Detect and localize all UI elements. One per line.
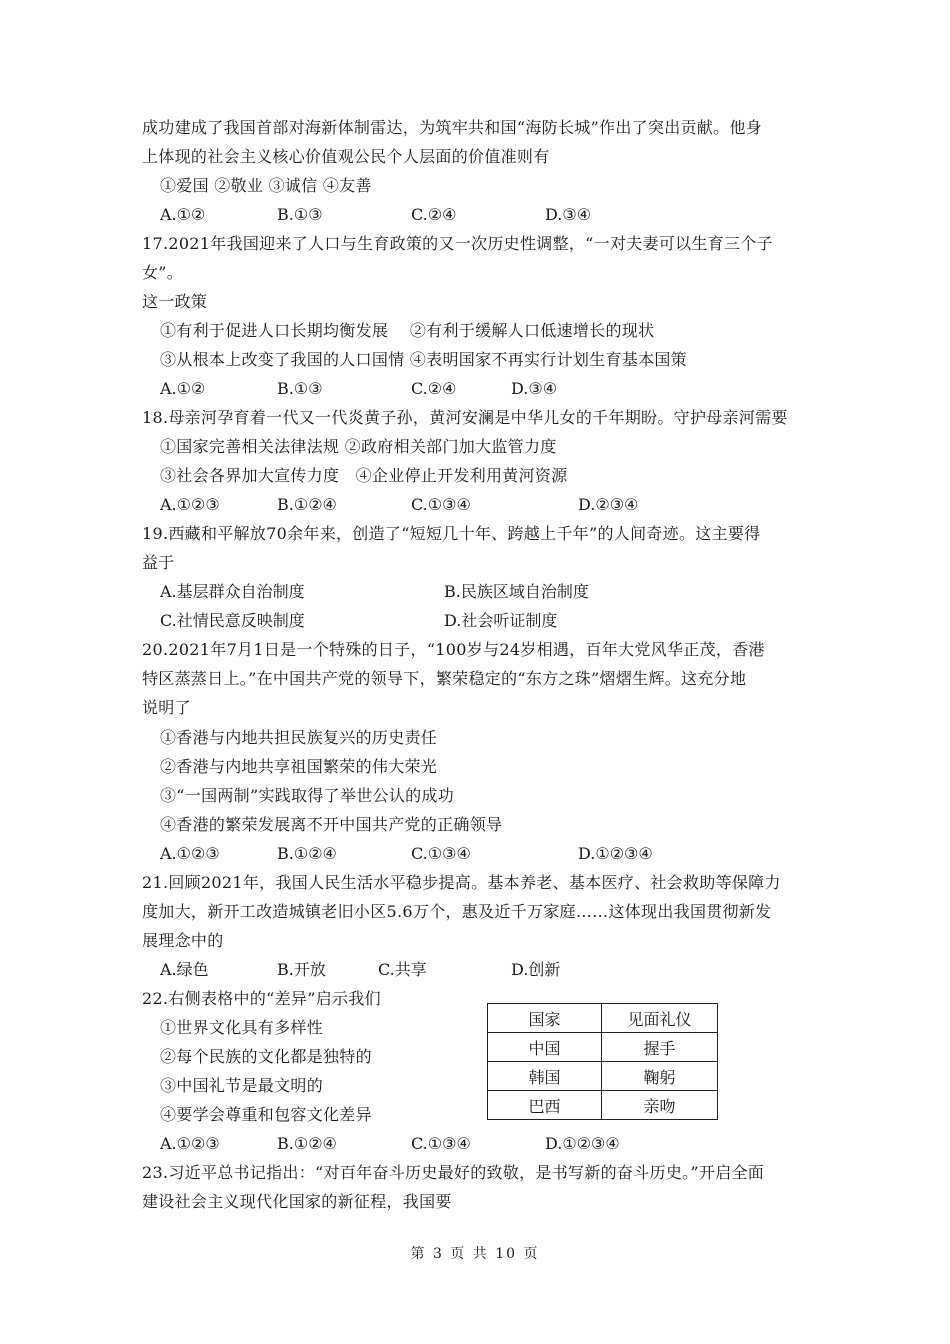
table-cell-etiquette: 握手: [602, 1033, 718, 1062]
q21-text-line-1: 21.回顾2021年，我国人民生活水平稳步提高。基本养老、基本医疗、社会救助等保障力: [142, 873, 781, 892]
table-header-etiquette: 见面礼仪: [602, 1004, 718, 1033]
q22-option-c: C.①③④: [411, 1134, 471, 1153]
q16-option-a: A.①②: [160, 205, 206, 224]
q22-item-2: ②每个民族的文化都是独特的: [160, 1047, 372, 1066]
q22-option-b: B.①②④: [277, 1134, 337, 1153]
q16-option-b: B.①③: [277, 205, 323, 224]
table-row: [488, 1091, 718, 1120]
q18-items-row-1: ①国家完善相关法律法规 ②政府相关部门加大监管力度: [160, 437, 557, 456]
q19-option-a: A.基层群众自治制度: [160, 582, 305, 601]
q22-item-4: ④要学会尊重和包容文化差异: [160, 1105, 372, 1124]
q21-option-a: A.绿色: [160, 960, 209, 979]
q18-items-row-2: ③社会各界加大宣传力度 ④企业停止开发利用黄河资源: [160, 466, 568, 485]
q17-items-row-1: ①有利于促进人口长期均衡发展 ②有利于缓解人口低速增长的现状: [160, 321, 655, 340]
etiquette-table: [487, 1003, 718, 1120]
q16-option-c: C.②④: [411, 205, 457, 224]
q17-option-d: D.③④: [511, 379, 558, 398]
q17-text-line-1: 17.2021年我国迎来了人口与生育政策的又一次历史性调整，“一对夫妻可以生育三个子: [142, 234, 773, 253]
q21-option-c: C.共享: [378, 960, 427, 979]
q22-option-d: D.①②③④: [545, 1134, 620, 1153]
q16-items: ①爱国 ②敬业 ③诚信 ④友善: [160, 176, 372, 195]
q19-text-line-1: 19.西藏和平解放70余年来，创造了“短短几十年、跨越上千年”的人间奇迹。这主要得: [142, 524, 761, 543]
table-header-row: [488, 1004, 718, 1033]
q22-item-1: ①世界文化具有多样性: [160, 1018, 324, 1037]
q18-option-c: C.①③④: [411, 495, 471, 514]
table-cell-country: 韩国: [488, 1062, 602, 1091]
q16-text-line-2: 上体现的社会主义核心价值观公民个人层面的价值准则有: [142, 147, 550, 166]
table-cell-country: 中国: [488, 1033, 602, 1062]
q19-option-d: D.社会听证制度: [444, 611, 558, 630]
q22-option-a: A.①②③: [160, 1134, 220, 1153]
table-row: [488, 1033, 718, 1062]
q17-text-line-3: 这一政策: [142, 292, 208, 311]
q19-option-c: C.社情民意反映制度: [160, 611, 305, 630]
q21-text-line-2: 度加大，新开工改造城镇老旧小区5.6万个，惠及近千万家庭……这体现出我国贯彻新发: [142, 902, 772, 921]
q18-option-b: B.①②④: [277, 495, 337, 514]
q20-item-4: ④香港的繁荣发展离不开中国共产党的正确领导: [160, 815, 503, 834]
q16-option-d: D.③④: [545, 205, 592, 224]
q19-text-line-2: 益于: [142, 553, 175, 572]
table-row: [488, 1062, 718, 1091]
q17-option-c: C.②④: [411, 379, 457, 398]
q17-option-b: B.①③: [277, 379, 323, 398]
q20-option-b: B.①②④: [277, 844, 337, 863]
q21-option-d: D.创新: [511, 960, 561, 979]
q23-text-line-2: 建设社会主义现代化国家的新征程，我国要: [142, 1192, 452, 1211]
q17-items-row-2: ③从根本上改变了我国的人口国情 ④表明国家不再实行计划生育基本国策: [160, 350, 687, 369]
q21-option-b: B.开放: [277, 960, 326, 979]
q19-option-b: B.民族区域自治制度: [444, 582, 589, 601]
q20-option-c: C.①③④: [411, 844, 471, 863]
q18-text-line-1: 18.母亲河孕育着一代又一代炎黄子孙，黄河安澜是中华儿女的千年期盼。守护母亲河需要: [142, 408, 788, 427]
q20-text-line-3: 说明了: [142, 698, 191, 717]
q16-text-line-1: 成功建成了我国首部对海新体制雷达，为筑牢共和国“海防长城”作出了突出贡献。他身: [142, 118, 763, 137]
table-header-country: 国家: [488, 1004, 602, 1033]
table-cell-etiquette: 亲吻: [602, 1091, 718, 1120]
q20-item-3: ③“一国两制”实践取得了举世公认的成功: [160, 786, 455, 805]
q23-text-line-1: 23.习近平总书记指出：“对百年奋斗历史最好的致敬，是书写新的奋斗历史。”开启全面: [142, 1163, 765, 1182]
q20-option-a: A.①②③: [160, 844, 220, 863]
q20-text-line-1: 20.2021年7月1日是一个特殊的日子，“100岁与24岁相遇，百年大党风华正茂，香港: [142, 640, 765, 659]
q22-item-3: ③中国礼节是最文明的: [160, 1076, 324, 1095]
table-cell-etiquette: 鞠躬: [602, 1062, 718, 1091]
q20-option-d: D.①②③④: [578, 844, 653, 863]
q20-item-1: ①香港与内地共担民族复兴的历史责任: [160, 728, 438, 747]
page-number-footer: 第 3 页 共 10 页: [410, 1246, 540, 1262]
q18-option-d: D.②③④: [578, 495, 639, 514]
q21-text-line-3: 展理念中的: [142, 931, 224, 950]
q18-option-a: A.①②③: [160, 495, 220, 514]
q22-text-line-1: 22.右侧表格中的“差异”启示我们: [142, 989, 381, 1008]
q20-text-line-2: 特区蒸蒸日上。”在中国共产党的领导下，繁荣稳定的“东方之珠”熠熠生辉。这充分地: [142, 669, 747, 688]
q17-text-line-2: 女”。: [142, 263, 184, 282]
q20-item-2: ②香港与内地共享祖国繁荣的伟大荣光: [160, 757, 438, 776]
q17-option-a: A.①②: [160, 379, 206, 398]
table-cell-country: 巴西: [488, 1091, 602, 1120]
